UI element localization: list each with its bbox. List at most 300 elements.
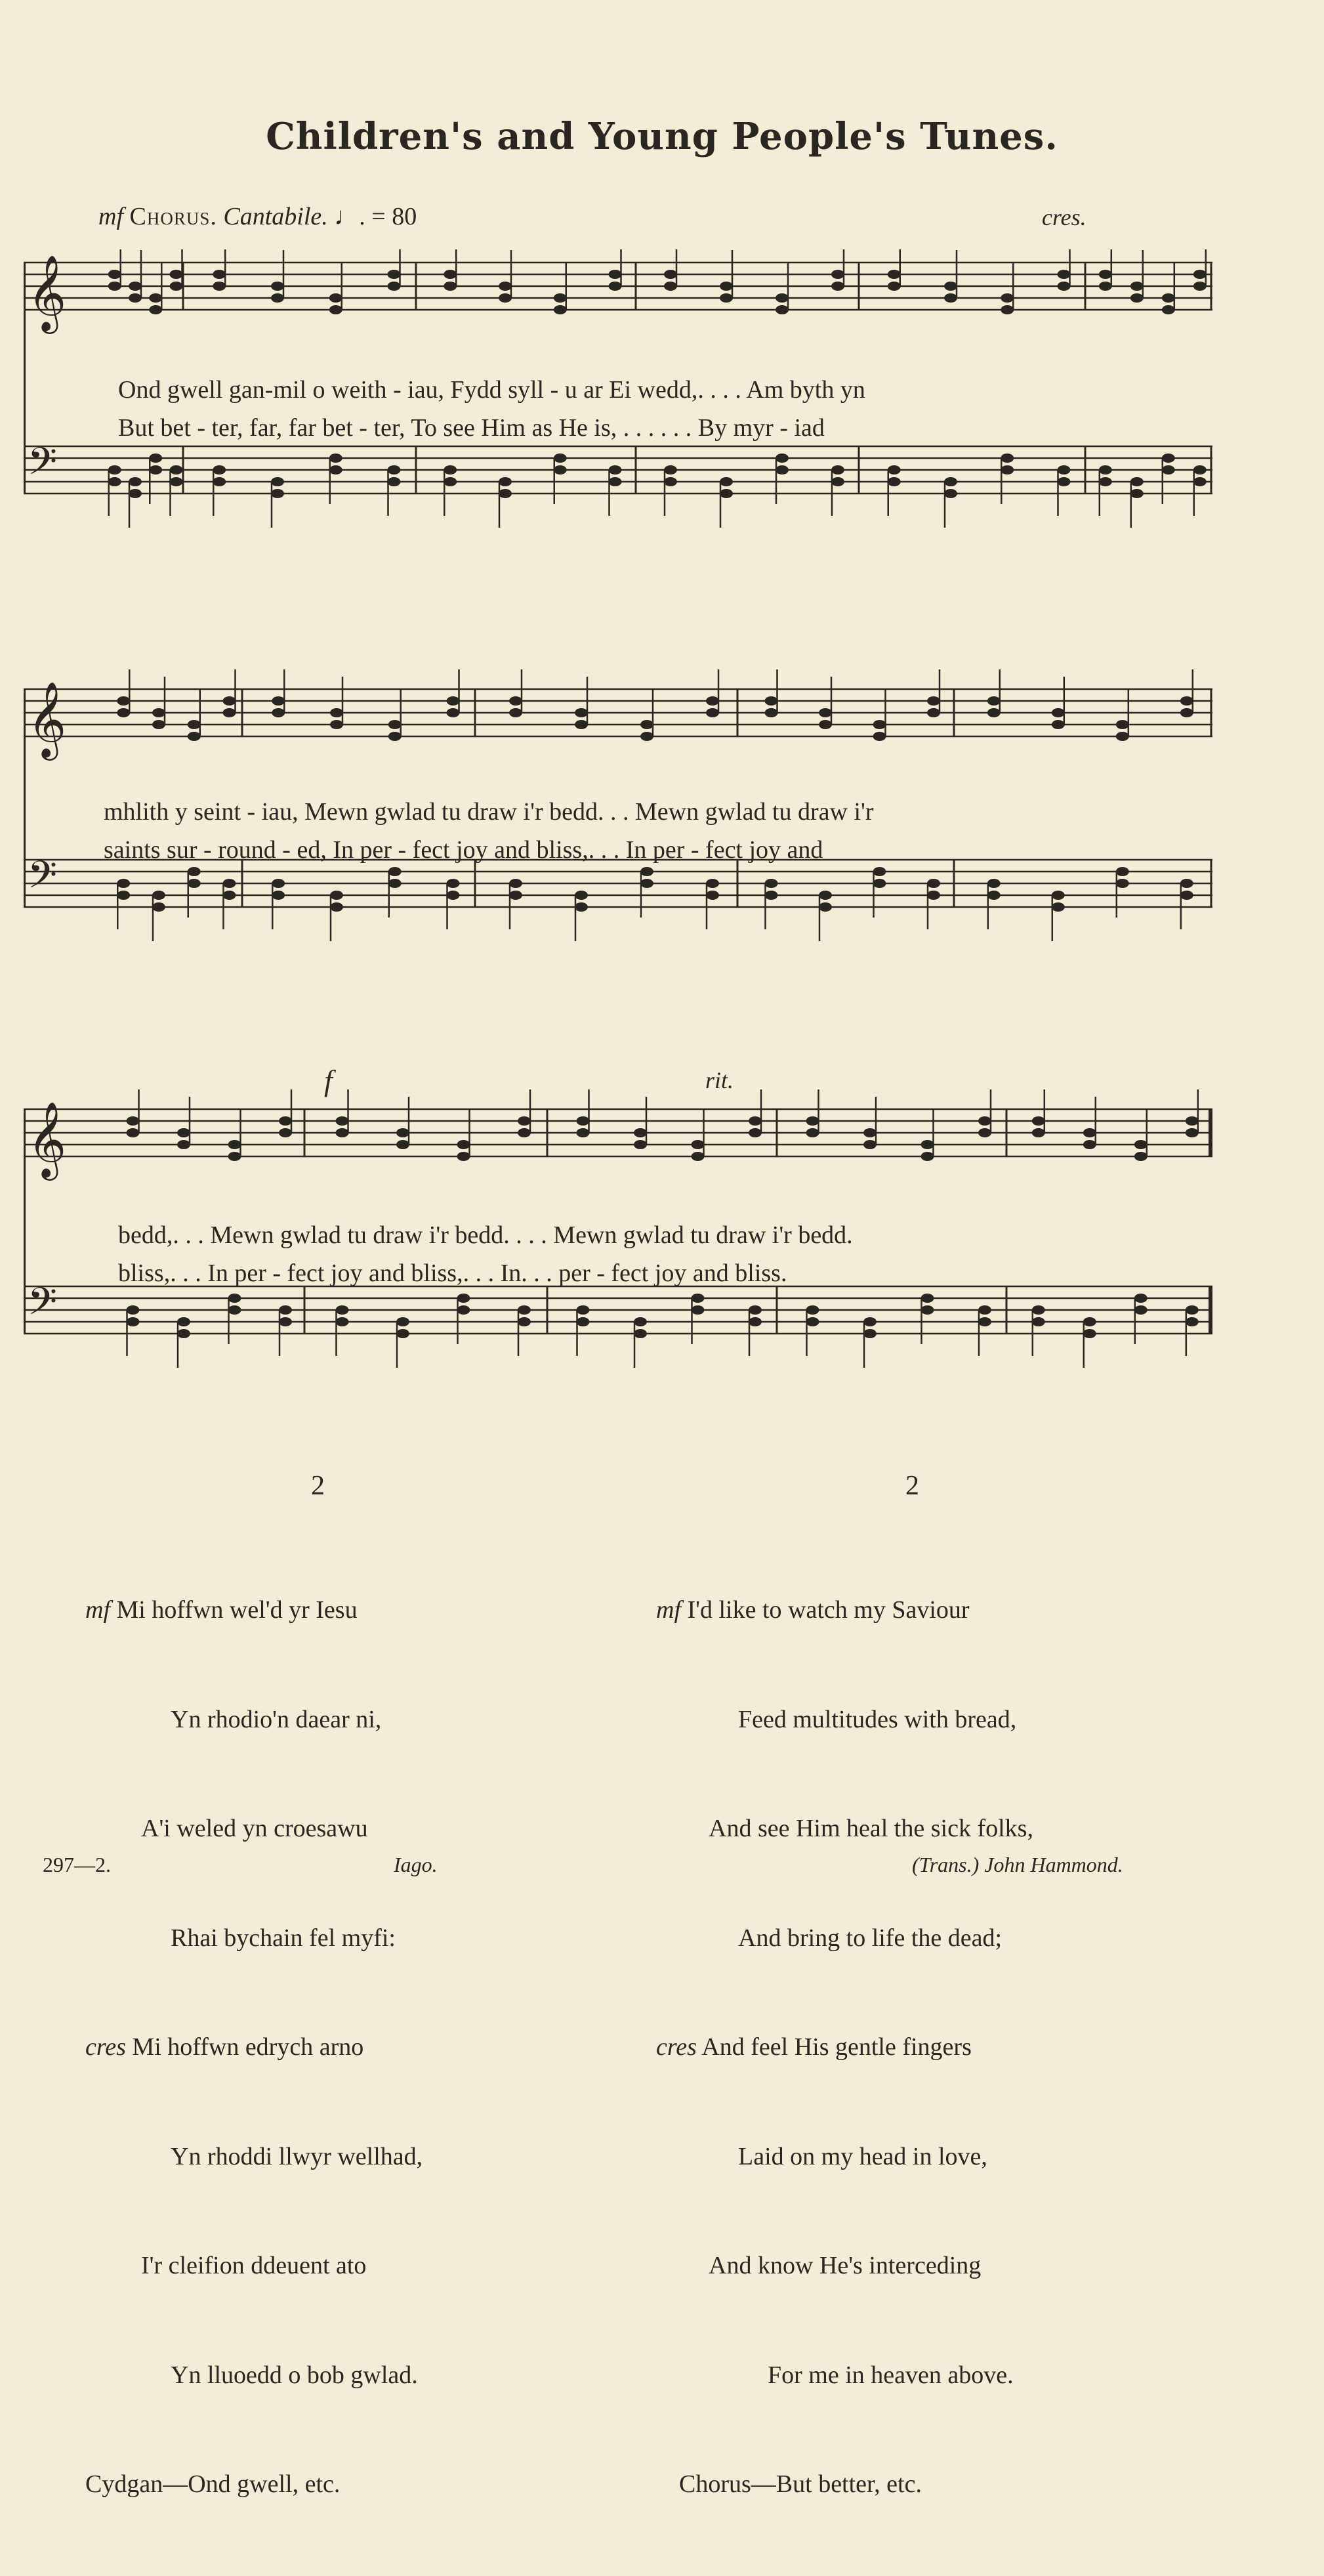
verse-dynamic: mf	[85, 1596, 110, 1624]
note-head	[1180, 879, 1193, 888]
note-head	[444, 270, 457, 279]
note-head	[396, 1317, 409, 1326]
note-head	[127, 1317, 140, 1326]
note-head	[987, 879, 1001, 888]
treble-clef-icon: 𝄞	[28, 254, 67, 331]
note-head	[117, 708, 130, 717]
note-head	[1099, 465, 1112, 475]
note-head	[831, 465, 844, 475]
note-head	[554, 465, 567, 475]
note-head	[396, 1140, 409, 1149]
note-head	[1099, 477, 1112, 486]
note-head	[749, 1317, 762, 1326]
note-head	[177, 1317, 190, 1326]
note-head	[457, 1305, 470, 1315]
note-head	[444, 477, 457, 486]
note-head	[806, 1116, 819, 1126]
note-head	[271, 293, 284, 303]
note-head	[873, 879, 886, 888]
note-head	[692, 1305, 705, 1315]
verse-line: And see Him heal the sick folks,	[709, 1815, 1033, 1842]
note-head	[765, 696, 778, 706]
note-head	[149, 465, 162, 475]
note-head	[518, 1317, 531, 1326]
note-head	[152, 708, 165, 717]
note-head	[336, 1128, 349, 1137]
note-head	[329, 465, 342, 475]
lyrics-welsh-system-1: Ond gwell gan-mil o weith - iau, Fydd syll - u ar Ei wedd,. . . . Am byth yn	[118, 376, 865, 404]
note-head	[152, 720, 165, 729]
note-head	[177, 1140, 190, 1149]
note-head	[388, 732, 402, 741]
note-head	[776, 305, 789, 314]
note-head	[108, 477, 121, 486]
note-head	[396, 1128, 409, 1137]
note-head	[1193, 465, 1207, 475]
note-head	[1186, 1128, 1199, 1137]
note-head	[279, 1317, 292, 1326]
note-head	[554, 293, 567, 303]
note-head	[1083, 1329, 1096, 1338]
bass-clef-icon: 𝄢	[28, 853, 58, 906]
note-head	[213, 477, 226, 486]
note-head	[1162, 293, 1175, 303]
note-head	[1058, 477, 1071, 486]
note-head	[692, 1152, 705, 1161]
note-head	[108, 270, 121, 279]
bass-clef-icon: 𝄢	[28, 1279, 58, 1333]
verse-line: Rhai bychain fel myfi:	[171, 1924, 396, 1952]
note-head	[706, 696, 719, 706]
note-head	[944, 293, 957, 303]
note-head	[577, 1128, 590, 1137]
note-head	[921, 1294, 934, 1303]
note-head	[129, 489, 142, 498]
note-head	[108, 282, 121, 291]
note-head	[634, 1329, 647, 1338]
note-head	[188, 720, 201, 729]
verse-line: Laid on my head in love,	[738, 2142, 987, 2170]
note-head	[921, 1152, 934, 1161]
note-head	[509, 696, 522, 706]
note-head	[944, 477, 957, 486]
note-head	[921, 1305, 934, 1315]
note-head	[518, 1116, 531, 1126]
section-label: Chorus.	[129, 203, 217, 230]
note-head	[1180, 696, 1193, 706]
note-head	[1083, 1140, 1096, 1149]
note-head	[228, 1140, 241, 1149]
note-head	[819, 902, 832, 912]
note-head	[987, 696, 1001, 706]
note-head	[108, 465, 121, 475]
note-head	[776, 293, 789, 303]
note-head	[1116, 879, 1129, 888]
note-head	[518, 1128, 531, 1137]
note-head	[978, 1116, 991, 1126]
note-head	[831, 270, 844, 279]
note-head	[228, 1305, 241, 1315]
note-head	[609, 477, 622, 486]
note-head	[706, 879, 719, 888]
verse-line: And bring to life the dead;	[738, 1924, 1003, 1952]
note-head	[388, 270, 401, 279]
note-head	[640, 720, 653, 729]
note-head	[863, 1128, 877, 1137]
note-head	[1083, 1317, 1096, 1326]
note-head	[927, 696, 940, 706]
note-head	[1134, 1152, 1148, 1161]
dynamic-mf: mf	[98, 203, 123, 230]
note-head	[444, 465, 457, 475]
verse-line: Yn lluoedd o bob gwlad.	[171, 2361, 418, 2389]
note-head	[819, 891, 832, 900]
note-head	[388, 282, 401, 291]
note-head	[272, 708, 285, 717]
note-head	[1099, 270, 1112, 279]
note-head	[1116, 867, 1129, 876]
note-head	[706, 891, 719, 900]
note-head	[117, 879, 130, 888]
note-head	[888, 282, 901, 291]
note-head	[329, 454, 342, 463]
note-head	[272, 696, 285, 706]
note-head	[499, 477, 512, 486]
note-head	[388, 720, 402, 729]
lyrics-english-system-3: bliss,. . . In per - fect joy and bliss,. . . In. . . per - fect joy and bliss.	[118, 1259, 787, 1287]
note-head	[213, 282, 226, 291]
note-head	[1032, 1305, 1045, 1315]
note-head	[388, 879, 402, 888]
verse-cres: cres	[656, 2033, 697, 2061]
note-head	[1186, 1317, 1199, 1326]
note-head	[177, 1329, 190, 1338]
note-head	[188, 867, 201, 876]
note-head	[765, 879, 778, 888]
author: Iago.	[394, 1853, 438, 1876]
note-head	[152, 902, 165, 912]
note-head	[863, 1317, 877, 1326]
verse-english	[656, 1519, 1033, 2576]
note-head	[188, 732, 201, 741]
note-head	[806, 1128, 819, 1137]
note-head	[117, 696, 130, 706]
note-head	[228, 1152, 241, 1161]
note-head	[213, 270, 226, 279]
note-head	[1193, 477, 1207, 486]
note-head	[888, 270, 901, 279]
note-head	[1052, 720, 1065, 729]
note-head	[720, 282, 733, 291]
note-head	[692, 1140, 705, 1149]
note-head	[575, 720, 588, 729]
note-head	[457, 1140, 470, 1149]
note-head	[1058, 465, 1071, 475]
note-head	[129, 282, 142, 291]
note-head	[271, 282, 284, 291]
note-head	[170, 282, 183, 291]
note-head	[1193, 282, 1207, 291]
verse-line: Feed multitudes with bread,	[738, 1705, 1017, 1733]
note-head	[1052, 902, 1065, 912]
note-head	[609, 282, 622, 291]
verse-line: I'r cleifion ddeuent ato	[141, 2252, 367, 2279]
note-head	[1162, 454, 1175, 463]
verse-line: cres And feel His gentle fingers	[656, 2033, 972, 2061]
note-head	[396, 1329, 409, 1338]
note-head	[1134, 1305, 1148, 1315]
note-head	[1193, 270, 1207, 279]
note-head	[987, 708, 1001, 717]
verse-number-welsh: 2	[311, 1471, 325, 1501]
note-head	[1032, 1128, 1045, 1137]
note-head	[664, 477, 677, 486]
note-head	[1186, 1305, 1199, 1315]
note-head	[944, 489, 957, 498]
note-head	[640, 867, 653, 876]
note-head	[149, 305, 162, 314]
page-title: Children's and Young People's Tunes.	[266, 115, 1058, 158]
note-head	[1130, 489, 1144, 498]
note-head	[228, 1294, 241, 1303]
note-head	[177, 1128, 190, 1137]
note-head	[213, 465, 226, 475]
note-head	[927, 879, 940, 888]
note-head	[271, 489, 284, 498]
note-head	[329, 293, 342, 303]
note-head	[1032, 1317, 1045, 1326]
note-head	[388, 477, 401, 486]
note-head	[554, 305, 567, 314]
note-head	[765, 708, 778, 717]
note-head	[170, 270, 183, 279]
note-head	[776, 454, 789, 463]
note-head	[518, 1305, 531, 1315]
note-head	[987, 891, 1001, 900]
bass-clef-icon: 𝄢	[28, 439, 58, 493]
verse-line: Yn rhodio'n daear ni,	[171, 1705, 382, 1733]
note-head	[330, 902, 343, 912]
lyrics-welsh-system-2: mhlith y seint - iau, Mewn gwlad tu draw i'r bedd. . . Mewn gwlad tu draw i'r	[104, 798, 874, 826]
note-head	[577, 1116, 590, 1126]
note-head	[1099, 282, 1112, 291]
note-head	[127, 1305, 140, 1315]
note-head	[720, 477, 733, 486]
note-head	[749, 1128, 762, 1137]
note-head	[1052, 891, 1065, 900]
lyrics-english-system-2: saints sur - round - ed, In per - fect joy and bliss,. . . In per - fect joy and	[104, 836, 823, 864]
note-head	[609, 465, 622, 475]
note-head	[272, 879, 285, 888]
note-head	[129, 477, 142, 486]
note-head	[609, 270, 622, 279]
note-head	[1052, 708, 1065, 717]
note-head	[336, 1305, 349, 1315]
rit-mark: rit.	[705, 1067, 734, 1093]
note-head	[575, 902, 588, 912]
note-head	[873, 867, 886, 876]
note-head	[554, 454, 567, 463]
note-head	[509, 891, 522, 900]
metronome-note-icon: ♩.	[334, 203, 365, 230]
note-head	[223, 708, 236, 717]
note-head	[444, 282, 457, 291]
verse-line: Yn rhoddi llwyr wellhad,	[171, 2142, 423, 2170]
note-head	[152, 891, 165, 900]
tempo-marking	[98, 202, 417, 231]
note-head	[330, 720, 343, 729]
note-head	[873, 732, 886, 741]
note-head	[447, 879, 460, 888]
note-head	[127, 1116, 140, 1126]
note-head	[1032, 1116, 1045, 1126]
note-head	[1116, 732, 1129, 741]
note-head	[329, 305, 342, 314]
note-head	[1180, 891, 1193, 900]
note-head	[577, 1305, 590, 1315]
verse-line: A'i weled yn croesawu	[141, 1815, 368, 1842]
note-head	[499, 293, 512, 303]
note-head	[944, 282, 957, 291]
note-head	[1130, 293, 1144, 303]
note-head	[223, 879, 236, 888]
note-head	[279, 1305, 292, 1315]
note-head	[129, 293, 142, 303]
verse-welsh	[85, 1519, 423, 2576]
note-head	[127, 1128, 140, 1137]
note-head	[776, 465, 789, 475]
note-head	[634, 1317, 647, 1326]
verse-line: For me in heaven above.	[768, 2361, 1014, 2389]
verse-line: Cydgan—Ond gwell, etc.	[85, 2470, 341, 2498]
note-head	[863, 1329, 877, 1338]
verse-line: mf Mi hoffwn wel'd yr Iesu	[85, 1596, 358, 1624]
forte-mark: f	[324, 1064, 333, 1097]
note-head	[457, 1294, 470, 1303]
note-head	[330, 708, 343, 717]
note-head	[765, 891, 778, 900]
note-head	[1162, 465, 1175, 475]
note-head	[447, 708, 460, 717]
note-head	[634, 1128, 647, 1137]
note-head	[664, 465, 677, 475]
note-head	[149, 293, 162, 303]
note-head	[1134, 1294, 1148, 1303]
note-head	[863, 1140, 877, 1149]
note-head	[388, 465, 401, 475]
note-head	[819, 720, 832, 729]
note-head	[457, 1152, 470, 1161]
translator: (Trans.) John Hammond.	[912, 1853, 1123, 1876]
note-head	[692, 1294, 705, 1303]
note-head	[577, 1317, 590, 1326]
note-head	[1180, 708, 1193, 717]
note-head	[223, 696, 236, 706]
note-head	[978, 1317, 991, 1326]
note-head	[749, 1305, 762, 1315]
hymn-number: 297—2.	[43, 1853, 111, 1876]
note-head	[1001, 454, 1014, 463]
lyrics-welsh-system-3: bedd,. . . Mewn gwlad tu draw i'r bedd. . . . Mewn gwlad tu draw i'r bedd.	[118, 1221, 853, 1249]
note-head	[117, 891, 130, 900]
note-head	[1134, 1140, 1148, 1149]
note-head	[499, 282, 512, 291]
note-head	[170, 477, 183, 486]
note-head	[819, 708, 832, 717]
note-head	[806, 1317, 819, 1326]
note-head	[1130, 282, 1144, 291]
cres-mark: cres.	[1042, 204, 1086, 230]
note-head	[1130, 477, 1144, 486]
verse-line: mf I'd like to watch my Saviour	[656, 1596, 970, 1624]
note-head	[831, 477, 844, 486]
verse-dynamic: mf	[656, 1596, 681, 1624]
note-head	[664, 270, 677, 279]
note-head	[575, 891, 588, 900]
note-head	[706, 708, 719, 717]
note-head	[509, 708, 522, 717]
note-head	[1186, 1116, 1199, 1126]
note-head	[927, 891, 940, 900]
verse-cres: cres	[85, 2033, 126, 2061]
note-head	[447, 696, 460, 706]
note-head	[664, 282, 677, 291]
verse-number-english: 2	[905, 1471, 919, 1501]
note-head	[388, 867, 402, 876]
note-head	[223, 891, 236, 900]
note-head	[279, 1128, 292, 1137]
note-head	[720, 293, 733, 303]
note-head	[640, 879, 653, 888]
note-head	[575, 708, 588, 717]
note-head	[188, 879, 201, 888]
lyrics-english-system-1: But bet - ter, far, far bet - ter, To see Him as He is, . . . . . . By myr - iad	[118, 414, 825, 442]
note-head	[509, 879, 522, 888]
note-head	[720, 489, 733, 498]
note-head	[831, 282, 844, 291]
note-head	[1001, 465, 1014, 475]
expression-mark: Cantabile.	[223, 203, 328, 230]
note-head	[499, 489, 512, 498]
note-head	[1058, 270, 1071, 279]
treble-clef-icon: 𝄞	[28, 1101, 67, 1177]
note-head	[1001, 305, 1014, 314]
note-head	[927, 708, 940, 717]
note-head	[873, 720, 886, 729]
note-head	[1083, 1128, 1096, 1137]
note-head	[149, 454, 162, 463]
verse-line: Chorus—But better, etc.	[679, 2470, 922, 2498]
note-head	[336, 1116, 349, 1126]
metronome-value: = 80	[371, 203, 417, 230]
note-head	[1116, 720, 1129, 729]
note-head	[272, 891, 285, 900]
note-head	[1162, 305, 1175, 314]
verse-line: cres Mi hoffwn edrych arno	[85, 2033, 364, 2061]
note-head	[888, 465, 901, 475]
note-head	[634, 1140, 647, 1149]
note-head	[888, 477, 901, 486]
note-head	[279, 1116, 292, 1126]
verse-line: And know He's interceding	[709, 2252, 982, 2279]
note-head	[336, 1317, 349, 1326]
note-head	[1058, 282, 1071, 291]
note-head	[806, 1305, 819, 1315]
note-head	[447, 891, 460, 900]
note-head	[978, 1305, 991, 1315]
treble-clef-icon: 𝄞	[28, 681, 67, 757]
note-head	[921, 1140, 934, 1149]
